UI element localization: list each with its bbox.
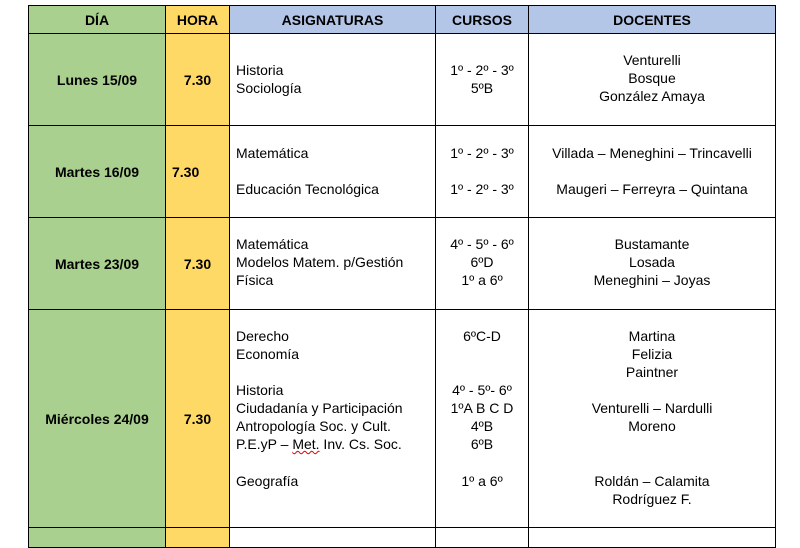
- header-row: [29, 6, 776, 34]
- teacher-line: Villada – Meneghini – Trincavelli: [552, 145, 752, 161]
- teacher-line: Bustamante: [614, 236, 690, 252]
- courses-cell: [436, 218, 529, 310]
- day-cell: [29, 528, 166, 548]
- course-line: 1º - 2º - 3º: [450, 145, 514, 161]
- teacher-line: Meneghini – Joyas: [593, 272, 711, 288]
- day-cell: Lunes 15/09: [29, 34, 166, 126]
- teacher-line: González Amaya: [599, 88, 705, 104]
- subject-line: Ciudadanía y Participación: [236, 400, 403, 416]
- header-docentes: DOCENTES: [529, 6, 776, 34]
- subject-line: Economía: [236, 346, 300, 362]
- teacher-line: Bosque: [628, 70, 676, 86]
- table-row-partial: [29, 528, 776, 548]
- subject-line: Educación Tecnológica: [236, 181, 379, 197]
- header-asignaturas: ASIGNATURAS: [230, 6, 436, 34]
- teacher-line: Maugeri – Ferreyra – Quintana: [556, 181, 748, 197]
- subject-line: Derecho: [236, 328, 289, 344]
- subject-line: Matemática: [236, 236, 309, 252]
- course-line: 1º a 6º: [461, 473, 503, 489]
- courses-cell: [436, 310, 529, 528]
- course-line: 4ºB: [470, 418, 494, 434]
- subject-part: Inv. Cs. Soc.: [319, 436, 402, 452]
- teacher-line: Moreno: [628, 418, 676, 434]
- teachers-cell: [529, 218, 776, 310]
- course-line: 1º a 6º: [461, 272, 503, 288]
- course-line: 6ºB: [470, 436, 494, 452]
- time-cell: 7.30: [166, 218, 230, 310]
- subjects-cell: [230, 126, 436, 218]
- courses-cell: [436, 126, 529, 218]
- header-cursos: CURSOS: [436, 6, 529, 34]
- subject-line: Geografía: [236, 473, 299, 489]
- teachers-cell: [529, 528, 776, 548]
- courses-cell: [436, 528, 529, 548]
- subjects-cell: [230, 218, 436, 310]
- time-cell: 7.30: [166, 126, 230, 218]
- time-cell: 7.30: [166, 34, 230, 126]
- schedule-table: [28, 5, 776, 548]
- table-row: [29, 126, 776, 218]
- teacher-line: Roldán – Calamita: [594, 473, 710, 489]
- header-hora: HORA: [166, 6, 230, 34]
- subject-part: P.E.yP –: [236, 436, 293, 452]
- course-line: 4º - 5º - 6º: [450, 236, 514, 252]
- course-line: 1ºA B C D: [450, 400, 514, 416]
- header-dia: DÍA: [29, 6, 166, 34]
- day-cell: Martes 16/09: [29, 126, 166, 218]
- day-cell: Martes 23/09: [29, 218, 166, 310]
- subject-line: Física: [236, 272, 274, 288]
- course-line: 4º - 5º- 6º: [452, 382, 512, 398]
- table-row: [29, 34, 776, 126]
- teachers-cell: [529, 34, 776, 126]
- course-line: 6ºD: [470, 254, 494, 270]
- subject-line: Historia: [236, 382, 284, 398]
- subject-line: Sociología: [236, 80, 302, 96]
- subject-part-underlined: Met.: [292, 436, 320, 452]
- time-cell: 7.30: [166, 310, 230, 528]
- subject-line: [236, 435, 402, 453]
- subjects-cell: [230, 310, 436, 528]
- teacher-line: Venturelli – Nardulli: [591, 400, 713, 416]
- teacher-line: Losada: [629, 254, 675, 270]
- course-line: 1º - 2º - 3º: [450, 62, 514, 78]
- teachers-cell: [529, 310, 776, 528]
- course-line: 6ºC-D: [463, 328, 501, 344]
- table-row: [29, 218, 776, 310]
- teacher-line: Martina: [628, 328, 676, 344]
- time-cell: [166, 528, 230, 548]
- teacher-line: Rodríguez F.: [612, 491, 692, 507]
- subjects-cell: [230, 528, 436, 548]
- subjects-cell: [230, 34, 436, 126]
- table-row: [29, 310, 776, 528]
- teacher-line: Felizia: [631, 346, 673, 362]
- subject-line: Modelos Matem. p/Gestión: [236, 254, 404, 270]
- course-line: 1º - 2º - 3º: [450, 181, 514, 197]
- day-cell: Miércoles 24/09: [29, 310, 166, 528]
- teachers-cell: [529, 126, 776, 218]
- teacher-line: Venturelli: [623, 52, 681, 68]
- teacher-line: Paintner: [625, 364, 679, 380]
- course-line: 5ºB: [470, 80, 494, 96]
- courses-cell: [436, 34, 529, 126]
- subject-line: Matemática: [236, 145, 309, 161]
- subject-line: Antropología Soc. y Cult.: [236, 418, 391, 434]
- subject-line: Historia: [236, 62, 284, 78]
